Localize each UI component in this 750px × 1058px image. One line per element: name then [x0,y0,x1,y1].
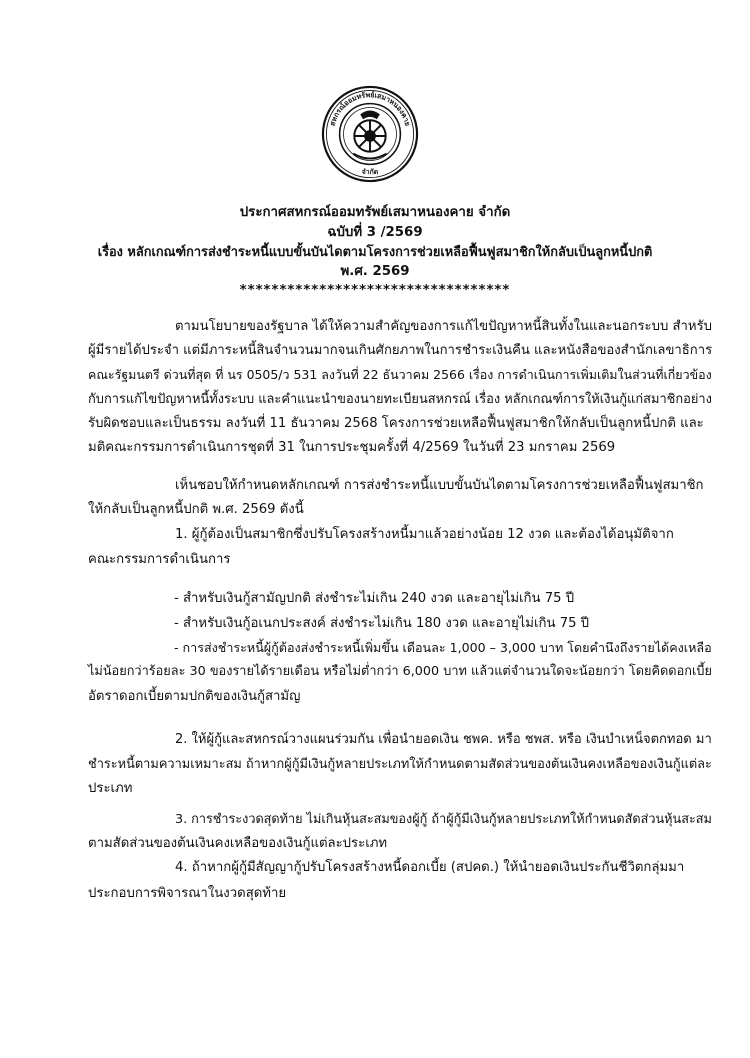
announcement-title: ประกาศสหกรณ์ออมทรัพย์เสมาหนองคาย จำกัด [239,205,511,220]
text-line: มติคณะกรรมการดำเนินการชุดที่ 31 ในการประชุมครั้งที่ 4/2569 ในวันที่ 23 มกราคม 2569 [88,440,616,455]
text-line: กับการแก้ไขปัญหาหนี้ทั้งระบบ และคำแนะนำของนายทะเบียนสหกรณ์ เรื่อง หลักเกณฑ์การให้เงินกู้แก่สมาชิกอย่าง [88,392,712,407]
announcement-number: ฉบับที่ 3 /2569 [327,225,423,240]
text-line: คณะรัฐมนตรี ด่วนที่สุด ที่ นร 0505/ว 531 ลงวันที่ 22 ธันวาคม 2566 เรื่อง การดำเนินการเพิ่มเติมในส่วนที่เกี่ยวข้อง [88,367,712,382]
separator-stars: ********************************** [239,283,511,298]
text-line: ไม่น้อยกว่าร้อยละ 30 ของรายได้รายเดือน หรือไม่ต่ำกว่า 6,000 บาท แล้วแต่จำนวนใดจะน้อยกว่า โดยคิดดอกเบี้ย [88,664,712,679]
text-line: อัตราดอกเบี้ยตามปกติของเงินกู้สามัญ [88,689,301,704]
text-line: 4. ถ้าหากผู้กู้มีสัญญากู้ปรับโครงสร้างหนี้ดอกเบี้ย (สปคด.) ให้นำยอดเงินประกันชีวิตกลุ่มมา [175,860,685,875]
announcement-year: พ.ศ. 2569 [340,264,410,279]
text-line: ชำระหนี้ตามความเหมาะสม ถ้าหากผู้กู้มีเงินกู้หลายประเภทให้กำหนดตามสัดส่วนของต้นเงินคงเหลือของเงินกู้แต่ละ [88,757,712,772]
text-line: ประเภท [88,781,133,796]
sub-item-general-loan: - สำหรับเงินกู้สามัญปกติ ส่งชำระไม่เกิน 240 งวด และอายุไม่เกิน 75 ปี [174,591,575,606]
announcement-subject: เรื่อง หลักเกณฑ์การส่งชำระหนี้แบบขั้นบันไดตามโครงการช่วยเหลือฟื้นฟูสมาชิกให้กลับเป็นลูกหนี้ปกติ [97,245,653,260]
text-line: คณะกรรมการดำเนินการ [88,552,231,567]
text-line: เห็นชอบให้กำหนดหลักเกณฑ์ การส่งชำระหนี้แบบขั้นบันไดตามโครงการช่วยเหลือฟื้นฟูสมาชิก [175,478,704,493]
text-line: 3. การชำระงวดสุดท้าย ไม่เกินหุ้นสะสมของผู้กู้ ถ้าผู้กู้มีเงินกู้หลายประเภทให้กำหนดสัดส่วนหุ้นสะสม [175,811,712,826]
cooperative-seal-logo [321,85,419,183]
text-line: ผู้มีรายได้ประจำ แต่มีภาระหนี้สินจำนวนมากจนเกินศักยภาพในการชำระเงินคืน และหนังสือของสำนักเลขาธิการ [88,343,713,358]
text-line: รับผิดชอบและเป็นธรรม ลงวันที่ 11 ธันวาคม 2568 โครงการช่วยเหลือฟื้นฟูสมาชิกให้กลับเป็นลูกหนี้ปกติ และ [88,416,704,431]
sub-item-multipurpose-loan: - สำหรับเงินกู้อเนกประสงค์ ส่งชำระไม่เกิน 180 งวด และอายุไม่เกิน 75 ปี [174,616,590,631]
text-line: 1. ผู้กู้ต้องเป็นสมาชิกซึ่งปรับโครงสร้างหนี้มาแล้วอย่างน้อย 12 งวด และต้องได้อนุมัติจาก [175,527,674,542]
text-line: ตามสัดส่วนของต้นเงินคงเหลือของเงินกู้แต่ละประเภท [88,836,388,851]
text-line: ประกอบการพิจารณาในงวดสุดท้าย [88,886,287,901]
seal-bottom-text: จำกัด [361,168,379,177]
text-line: - การส่งชำระหนี้ผู้กู้ต้องส่งชำระหนี้เพิ่มขึ้น เดือนละ 1,000 – 3,000 บาท โดยคำนึงถึงรายได้คงเหลือ [174,640,712,655]
text-line: ตามนโยบายของรัฐบาล ได้ให้ความสำคัญของการแก้ไขปัญหาหนี้สินทั้งในและนอกระบบ สำหรับ [175,319,712,334]
seal-ring-text: สหกรณ์ออมทรัพย์เสมาหนองคาย [327,90,413,127]
text-line: 2. ให้ผู้กู้และสหกรณ์วางแผนร่วมกัน เพื่อนำยอดเงิน ชพค. หรือ ชพส. หรือ เงินบำเหน็จตกทอด มา [175,732,712,747]
text-line: ให้กลับเป็นลูกหนี้ปกติ พ.ศ. 2569 ดังนี้ [88,502,304,517]
